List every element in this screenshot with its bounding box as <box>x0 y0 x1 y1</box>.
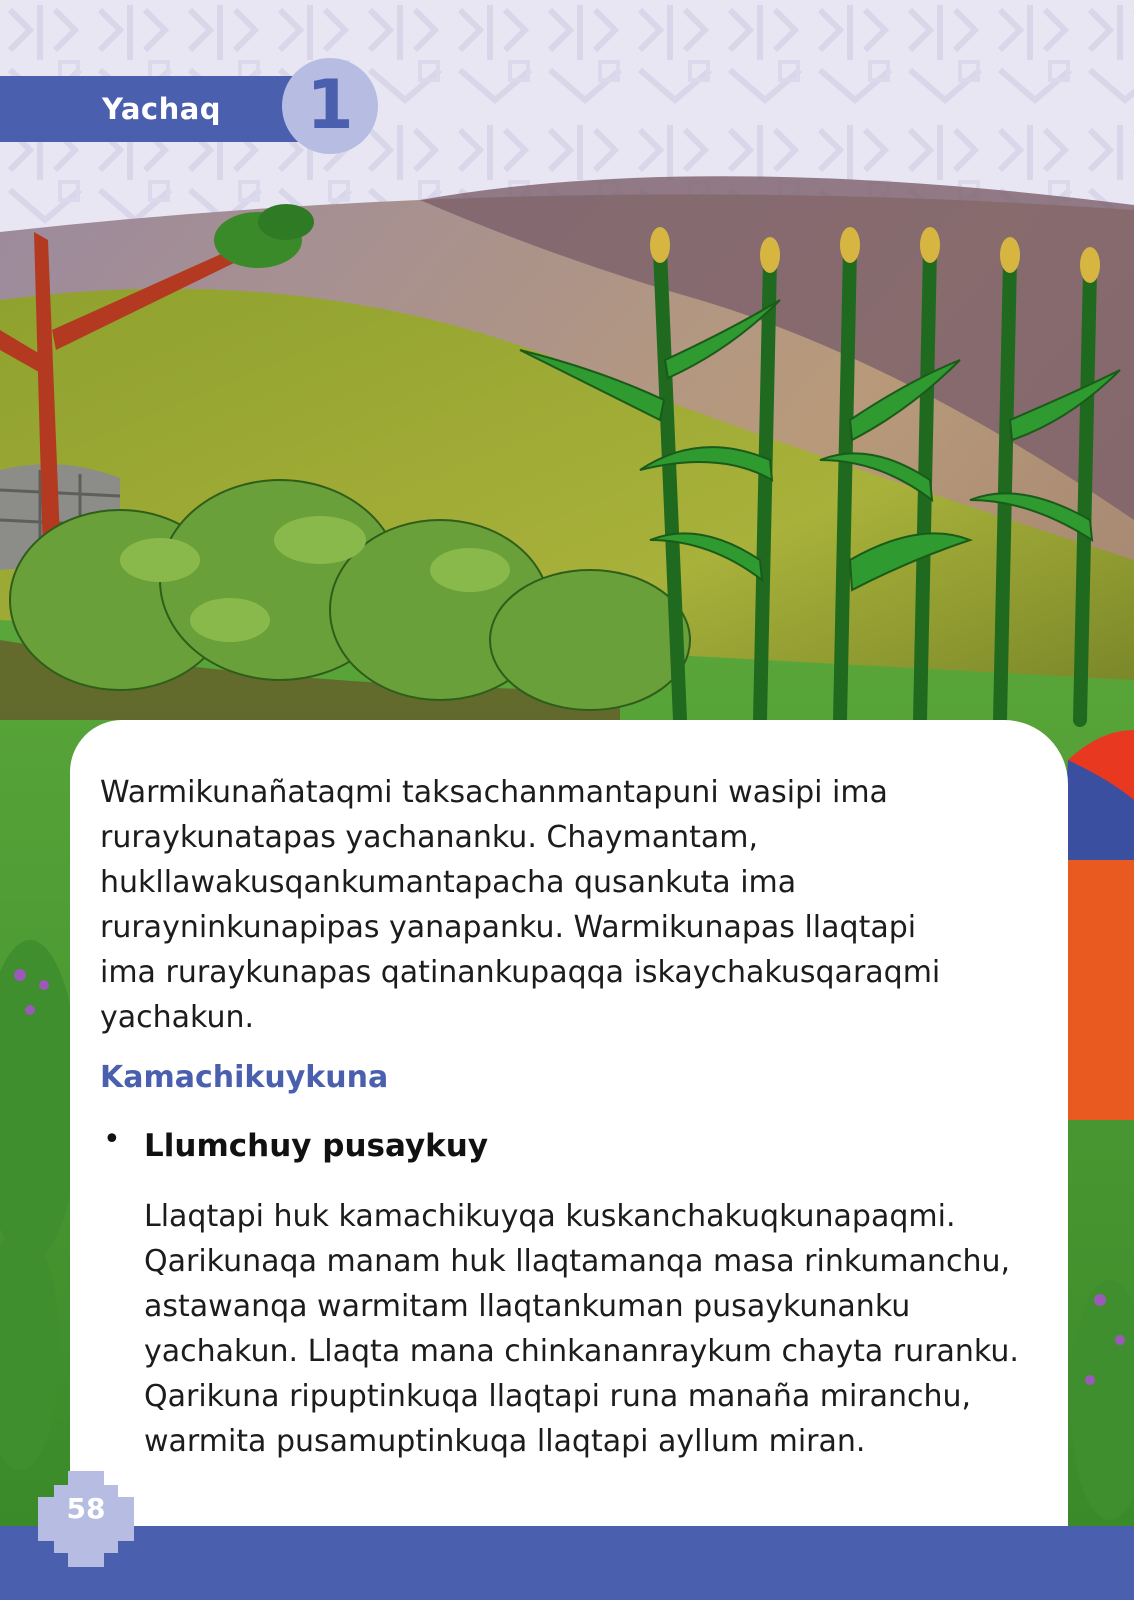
footer-bar <box>0 1526 1134 1600</box>
bullet-paragraph: Llaqtapi huk kamachikuyqa kuskanchakuqkunapaqmi. Qarikunaqa manam huk llaqtamanqa masa rinkumanchu, astawanqa warmitam llaqtankuman pusaykunanku yachakun. Llaqta mana chinkananraykum chayta ruranku. Qarikuna ripuptinkuqa llaqtapi runa manaña miranchu, warmita pusamuptinkuqa llaqtapi ayllum miran. <box>144 1199 1019 1459</box>
intro-paragraph: Warmikunañataqmi taksachanmantapuni wasipi ima ruraykunatapas yachananku. Chaymantam, hukllawakusqankumantapacha qusankuta ima rurayninkunapipas yanapanku. Warmikunapas llaqtapi ima ruraykunapas qatinankupaqqa iskaychakusqaraqmi yachakun. <box>100 775 941 1035</box>
section-title: Kamachikuykuna <box>100 1060 389 1095</box>
chapter-label: Yachaq <box>102 92 222 126</box>
bullet-heading: Llumchuy pusaykuy <box>144 1128 489 1164</box>
bullet-dot-icon: • <box>103 1122 121 1157</box>
page-number: 58 <box>66 1492 106 1525</box>
chapter-number: 1 <box>306 66 354 145</box>
